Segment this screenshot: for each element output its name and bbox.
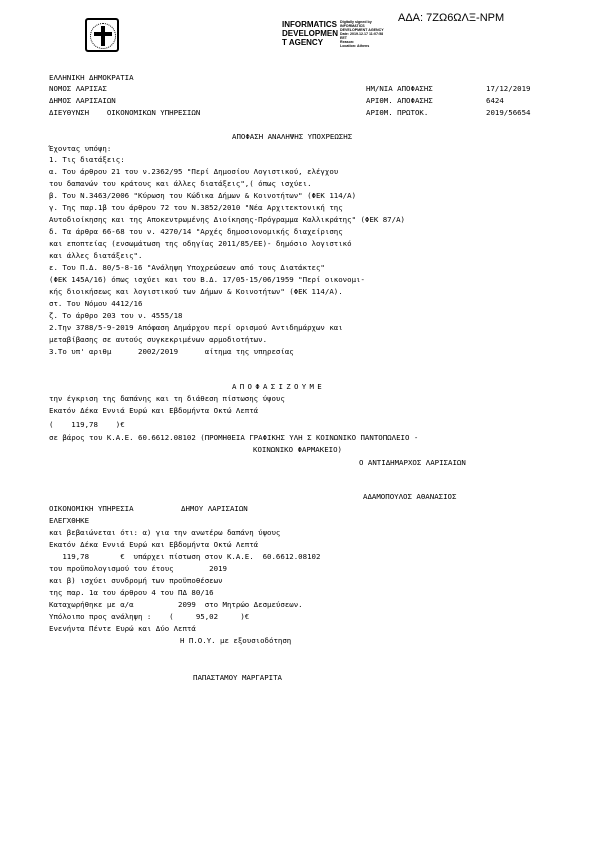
decision-line: ΚΟΙΝΩΝΙΚΟ ΦΑΡΜΑΚΕΙΟ) (253, 445, 342, 454)
logo-line-3: T AGENCY (282, 38, 324, 47)
checked-label: ΕΛΕΓΧΘΗΚΕ (49, 516, 90, 525)
finance-signer-name: ΠΑΠΑΣΤΑΜΟΥ ΜΑΡΓΑΡΙΤΑ (193, 673, 282, 682)
body-line: του δαπανών του κράτους και άλλες διατάξεις",( όπως ισχύει. (49, 179, 312, 188)
signature-line: Date: 2019.12.17 11:07:58 (340, 32, 384, 36)
finance-service: ΟΙΚΟΝΟΜΙΚΗ ΥΠΗΡΕΣΙΑ (49, 504, 134, 513)
finance-line: Ενενήντα Πέντε Ευρώ και Δύο Λεπτά (49, 624, 196, 633)
decision-date-label: ΗΜ/ΝΙΑ ΑΠΟΦΑΣΗΣ (366, 84, 433, 93)
body-line: και άλλες διατάξεις". (49, 251, 143, 260)
signature-line: EET (340, 36, 347, 40)
finance-line: του προϋπολογισμού του έτους 2019 (49, 564, 227, 573)
signature-line: Location: Athens (340, 44, 370, 48)
body-line: στ. Του Νόμου 4412/16 (49, 299, 143, 308)
ada-code: ΑΔΑ: 7ΖΩ6ΩΛΞ-ΝΡΜ (398, 12, 505, 24)
header-country: ΕΛΛΗΝΙΚΗ ΔΗΜΟΚΡΑΤΙΑ (49, 73, 134, 82)
finance-line: και β) ισχύει συνδρομή των προϋποθέσεων (49, 576, 223, 585)
decision-line: Εκατόν Δέκα Εννιά Ευρώ και Εβδομήντα Οκτώ Λεπτά (49, 406, 259, 415)
signature-line: DEVELOPMENT AGENCY (340, 28, 384, 32)
body-line: 1. Τις διατάξεις: (49, 155, 125, 164)
body-line: Αυτοδιοίκησης και της Αποκεντρωμένης Διοίκησης-Πρόγραμμα Καλλικράτης" (ΦΕΚ 87/Α) (49, 215, 405, 224)
logo-line-2: DEVELOPMEN (282, 29, 339, 38)
signature-line: Reason: (340, 40, 355, 44)
body-line: μεταβίβασης σε αυτούς συγκεκριμένων αρμοδιοτήτων. (49, 335, 268, 344)
finance-municipality: ΔΗΜΟΥ ΛΑΡΙΣΑΙΩΝ (181, 504, 248, 513)
decision-number-value: 6424 (486, 96, 504, 105)
body-line: 3.Το υπ' αριθμ 2002/2019 αίτημα της υπηρεσίας (49, 347, 294, 356)
body-line: 2.Την 3788/5-9-2019 Απόφαση Δημάρχου περί ορισμού Αντιδημάρχων και (49, 323, 343, 332)
logo-line-1: INFORMATICS (282, 20, 337, 29)
header-department: ΔΙΕΥΘΥΝΣΗ ΟΙΚΟΝΟΜΙΚΩΝ ΥΠΗΡΕΣΙΩΝ (49, 108, 201, 117)
decision-number-label: ΑΡΙΘΜ. ΑΠΟΦΑΣΗΣ (366, 96, 433, 105)
body-line: ε. Του Π.Δ. 80/5-8-16 "Ανάληψη Υποχρεώσεων από τους Διατάκτες" (49, 263, 325, 272)
finance-line: της παρ. 1α του άρθρου 4 του ΠΔ 80/16 (49, 588, 214, 597)
signature-line: Digitally signed by (340, 20, 372, 24)
finance-line: 119,78 € υπάρχει πίστωση στον Κ.Α.Ε. 60.6612.08102 (49, 552, 321, 561)
body-line: (ΦΕΚ 145Α/16) όπως ισχύει και του Β.Δ. 17/05-15/06/1959 "Περί οικονομι- (49, 275, 365, 284)
header-prefecture: ΝΟΜΟΣ ΛΑΡΙΣΑΣ (49, 84, 107, 93)
body-line: Έχοντας υπόψη: (49, 144, 112, 153)
finance-proxy: Η Π.Ο.Υ. με εξουσιοδότηση (180, 636, 292, 645)
decision-date-value: 17/12/2019 (486, 84, 531, 93)
document-title: ΑΠΟΦΑΣΗ ΑΝΑΛΗΨΗΣ ΥΠΟΧΡΕΩΣΗΣ (232, 132, 353, 141)
signature-line: INFORMATICS (340, 24, 365, 28)
finance-line: και βεβαιώνεται ότι: α) για την ανωτέρω δαπάνη ύψους (49, 528, 281, 537)
body-line: ζ. Το άρθρο 203 του ν. 4555/18 (49, 311, 183, 320)
greek-emblem-icon (85, 18, 119, 52)
decision-heading: ΑΠΟΦΑΣΙΖΟΥΜΕ (232, 382, 325, 391)
protocol-number-value: 2019/56654 (486, 108, 531, 117)
decision-line: σε βάρος του Κ.Α.Ε. 60.6612.08102 (ΠΡΟΜΗΘΕΙΑ ΓΡΑΦΙΚΗΣ ΥΛΗ Σ ΚΟΙΝΩΝΙΚΟ ΠΑΝΤΟΠΩΛΕΙΟ - (49, 433, 419, 442)
body-line: κής διοικήσεως και λογιστικού των Δήμων & Κοινοτήτων" (ΦΕΚ 114/Α). (49, 287, 343, 296)
body-line: γ. Της παρ.1β του άρθρου 72 του Ν.3852/2010 "Νέα Αρχιτεκτονική της (49, 203, 343, 212)
finance-line: Εκατόν Δέκα Εννιά Ευρώ και Εβδομήντα Οκτώ Λεπτά (49, 540, 259, 549)
decision-amount: ( 119,78 )€ (49, 420, 125, 429)
body-line: δ. Τα άρθρα 66-68 του ν. 4270/14 "Αρχές δημοσιονομικής διαχείρισης (49, 227, 343, 236)
deputy-mayor-title: Ο ΑΝΤΙΔΗΜΑΡΧΟΣ ΛΑΡΙΣΑΙΩΝ (359, 458, 466, 467)
finance-line: Υπόλοιπο προς ανάληψη : ( 95,02 )€ (49, 612, 250, 621)
deputy-mayor-name: ΑΔΑΜΟΠΟΥΛΟΣ ΑΘΑΝΑΣΙΟΣ (363, 492, 457, 501)
protocol-number-label: ΑΡΙΘΜ. ΠΡΩΤΟΚ. (366, 108, 429, 117)
decision-line: την έγκριση της δαπάνης και τη διάθεση πίστωσης ύψους (49, 394, 285, 403)
body-line: α. Του άρθρου 21 του ν.2362/95 "Περί Δημοσίου Λογιστικού, ελέγχου (49, 167, 339, 176)
finance-line: Καταχωρήθηκε με α/α 2099 στο Μητρώο Δεσμεύσεων. (49, 600, 303, 609)
header-municipality: ΔΗΜΟΣ ΛΑΡΙΣΑΙΩΝ (49, 96, 116, 105)
body-line: και εποπτείας (ενσωμάτωση της οδηγίας 2011/85/ΕΕ)- δημόσιο λογιστικό (49, 239, 352, 248)
body-line: β. Του Ν.3463/2006 "Κύρωση του Κώδικα Δήμων & Κοινοτήτων" (ΦΕΚ 114/Α) (49, 191, 357, 200)
